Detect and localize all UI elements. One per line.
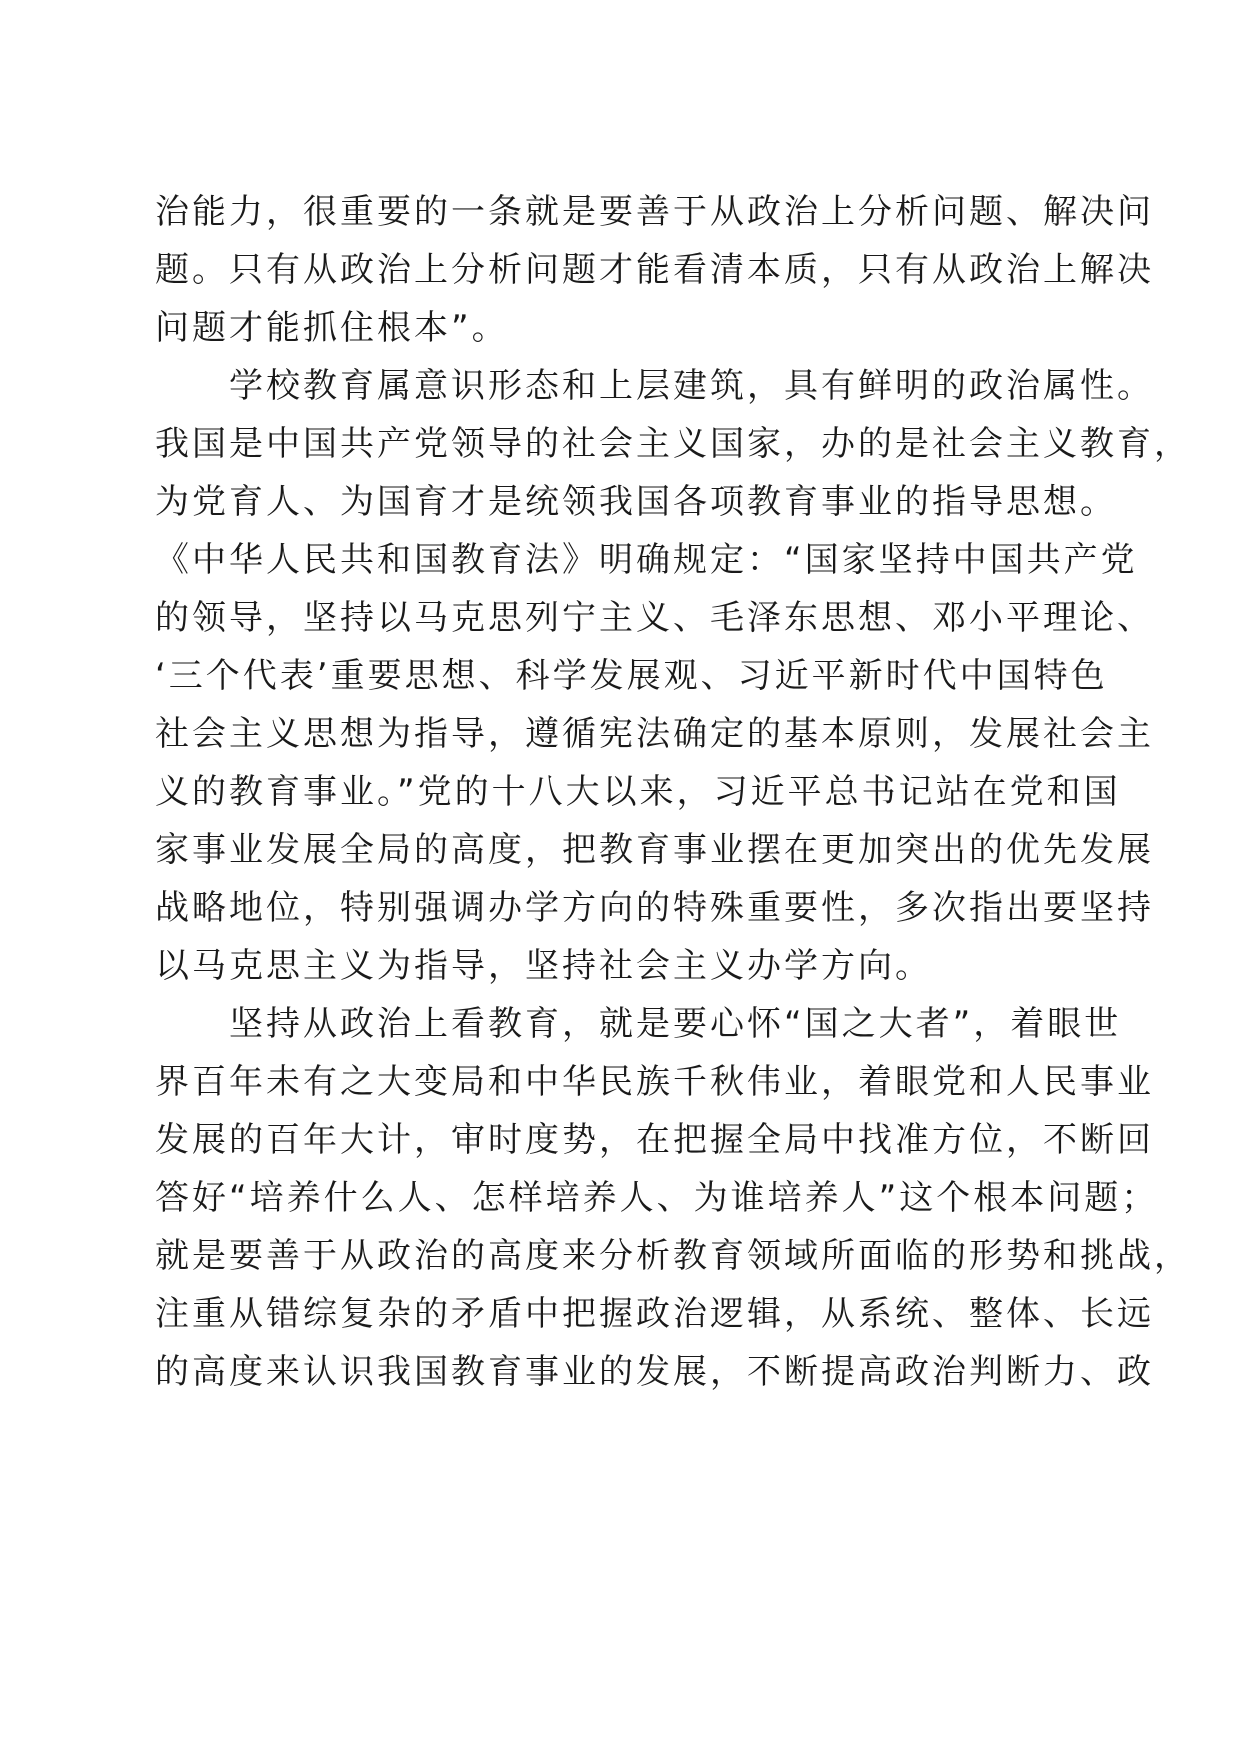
body-text [155,183,1191,1401]
text-line: 答好“培养什么人、怎样培养人、为谁培养人”这个根本问题； [155,1178,1159,1218]
text-line: ‘三个代表’重要思想、科学发展观、习近平新时代中国特色 [155,656,1108,696]
text-line: 注重从错综复杂的矛盾中把握政治逻辑，从系统、整体、长远 [155,1294,1154,1334]
text-line: 我国是中国共产党领导的社会主义国家，办的是社会主义教育， [155,424,1191,464]
text-line: 的领导，坚持以马克思列宁主义、毛泽东思想、邓小平理论、 [155,598,1154,638]
text-line: 以马克思主义为指导，坚持社会主义办学方向。 [155,946,932,986]
text-line: 《中华人民共和国教育法》明确规定：“国家坚持中国共产党 [155,540,1138,580]
text-line: 为党育人、为国育才是统领我国各项教育事业的指导思想。 [155,482,1117,522]
text-line: 界百年未有之大变局和中华民族千秋伟业，着眼党和人民事业 [155,1062,1154,1102]
text-line: 家事业发展全局的高度，把教育事业摆在更加突出的优先发展 [155,830,1154,870]
text-line: 社会主义思想为指导，遵循宪法确定的基本原则，发展社会主 [155,714,1154,754]
paragraph-start-line: 学校教育属意识形态和上层建筑，具有鲜明的政治属性。 [229,366,1154,406]
text-line: 治能力，很重要的一条就是要善于从政治上分析问题、解决问 [155,192,1154,232]
text-line: 战略地位，特别强调办学方向的特殊重要性，多次指出要坚持 [155,888,1154,928]
text-line: 问题才能抓住根本”。 [155,308,509,348]
text-line: 发展的百年大计，审时度势，在把握全局中找准方位，不断回 [155,1120,1154,1160]
text-line: 题。只有从政治上分析问题才能看清本质，只有从政治上解决 [155,250,1154,290]
text-line: 的高度来认识我国教育事业的发展，不断提高政治判断力、政 [155,1352,1154,1392]
paragraph-start-line: 坚持从政治上看教育，就是要心怀“国之大者”，着眼世 [229,1004,1122,1044]
text-line: 义的教育事业。”党的十八大以来，习近平总书记站在党和国 [155,772,1121,812]
text-line: 就是要善于从政治的高度来分析教育领域所面临的形势和挑战， [155,1236,1191,1276]
